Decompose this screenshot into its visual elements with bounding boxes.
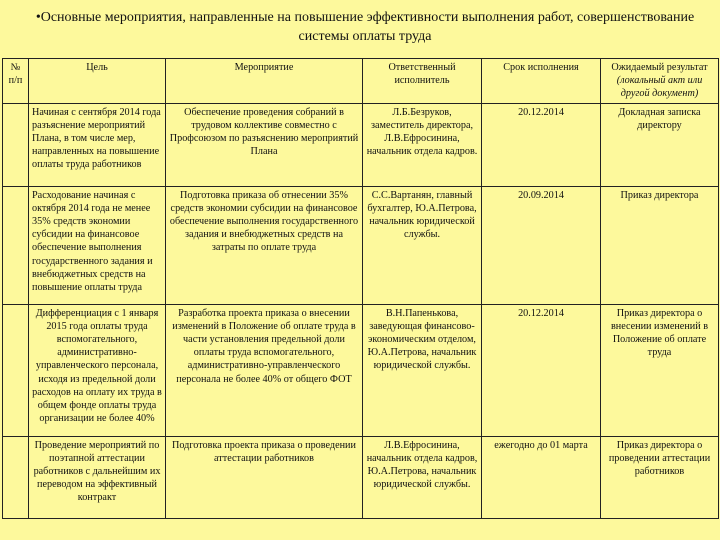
cell-event: Обеспечение проведения собраний в трудовом коллективе совместно с Профсоюзом по разъяснению мероприятий Плана [166, 103, 363, 186]
cell-num [3, 103, 29, 186]
table-row [3, 103, 719, 186]
cell-responsible: С.С.Вартанян, главный бухгалтер, Ю.А.Петрова, начальник юридической службы. [363, 186, 482, 304]
cell-deadline: 20.12.2014 [482, 103, 601, 186]
cell-result: Приказ директора о внесении изменений в Положение об оплате труда [601, 304, 719, 436]
measures-table [2, 58, 719, 519]
table-row [3, 304, 719, 436]
cell-result: Приказ директора о проведении аттестации работников [601, 436, 719, 518]
cell-num [3, 186, 29, 304]
cell-event: Подготовка приказа об отнесении 35% средств экономии субсидии на финансовое обеспечение выполнения государственного задания и внебюджетных средств на затраты по оплате труда [166, 186, 363, 304]
cell-deadline: 20.09.2014 [482, 186, 601, 304]
cell-event: Разработка проекта приказа о внесении изменений в Положение об оплате труда в части установления предельной доли оплаты труда вспомогательного, административно-управленческого персонала не более 40% от общего ФОТ [166, 304, 363, 436]
header-result-note: (локальный акт или другой документ) [616, 75, 703, 100]
header-event: Мероприятие [166, 59, 363, 104]
cell-event: Подготовка проекта приказа о проведении аттестации работников [166, 436, 363, 518]
cell-result: Докладная записка директору [601, 103, 719, 186]
cell-deadline: 20.12.2014 [482, 304, 601, 436]
table-row [3, 436, 719, 518]
cell-num [3, 436, 29, 518]
header-result [601, 59, 719, 104]
cell-responsible: В.Н.Папенькова, заведующая финансово-экономическим отделом, Ю.А.Петрова, начальник юридической службы. [363, 304, 482, 436]
header-responsible: Ответственный исполнитель [363, 59, 482, 104]
cell-responsible: Л.В.Ефросинина, начальник отдела кадров, Ю.А.Петрова, начальник юридической службы. [363, 436, 482, 518]
cell-result: Приказ директора [601, 186, 719, 304]
document-title: •Основные мероприятия, направленные на повышение эффективности выполнения работ, совершенствование системы оплаты труда [35, 10, 695, 44]
cell-goal: Начиная с сентября 2014 года разъяснение мероприятий Плана, в том числе мер, направленных на повышение оплаты труда работников [29, 103, 166, 186]
header-deadline: Срок исполнения [482, 59, 601, 104]
header-num: № п/п [3, 59, 29, 104]
table-header [3, 59, 719, 104]
header-result-label: Ожидаемый результат [611, 62, 708, 73]
cell-goal: Дифференциация с 1 января 2015 года оплаты труда вспомогательного, административно-управленческого персонала, исходя из предельной доли расходов на оплату их труда в общем фонде оплаты труда организации не более 40% [29, 304, 166, 436]
cell-deadline: ежегодно до 01 марта [482, 436, 601, 518]
cell-responsible: Л.Б.Безруков, заместитель директора, Л.В.Ефросинина, начальник отдела кадров. [363, 103, 482, 186]
table-row [3, 186, 719, 304]
cell-goal: Проведение мероприятий по поэтапной аттестации работников с дальнейшим их переводом на эффективный контракт [29, 436, 166, 518]
cell-goal: Расходование начиная с октября 2014 года не менее 35% средств экономии субсидии на финансовое обеспечение выполнения государственного задания и внебюджетных средств на повышение оплаты труда [29, 186, 166, 304]
header-goal: Цель [29, 59, 166, 104]
cell-num [3, 304, 29, 436]
